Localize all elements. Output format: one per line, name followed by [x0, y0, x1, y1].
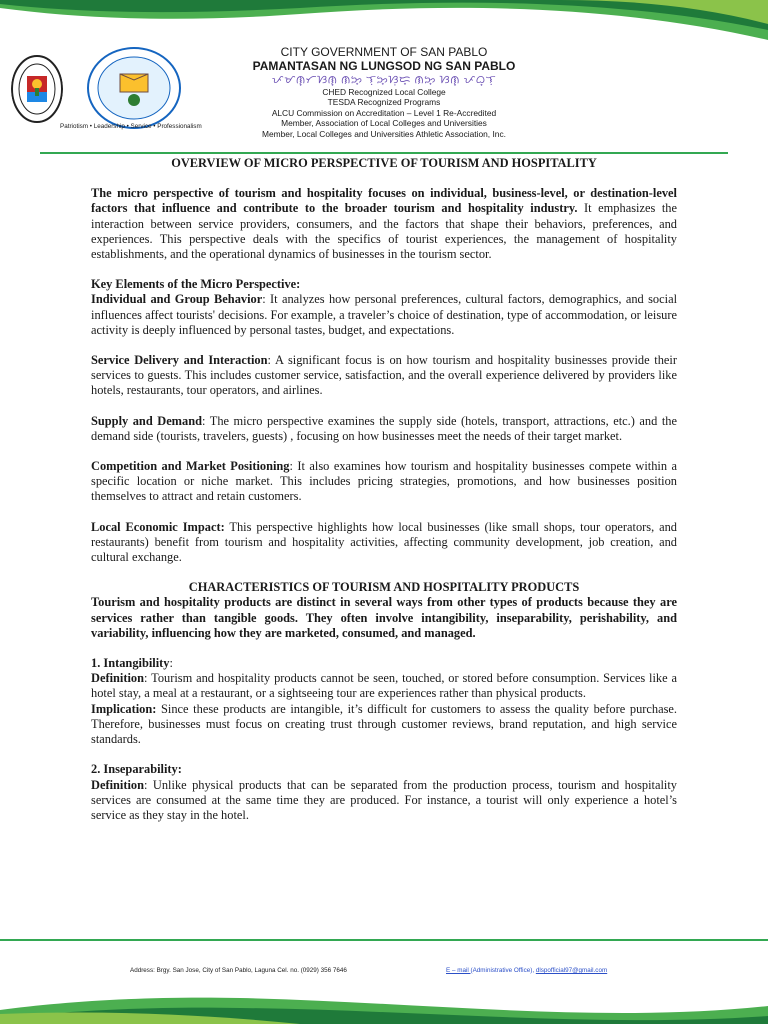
inseparability-heading: 2. Inseparability:: [91, 762, 182, 777]
city-seal-logo: [11, 54, 63, 124]
email-label-link[interactable]: E – mail: [446, 967, 471, 974]
document-title: OVERVIEW OF MICRO PERSPECTIVE OF TOURISM AND HOSPITALITY: [171, 156, 597, 170]
intro-paragraph: The micro perspective of tourism and hospitality focuses on individual, business-level, or destination-level factors that influence and contribute to the broader tourism and hospitality industry. It emphasizes the interaction between service providers, consumers, and the factors that shape their behaviors, preferences, and experiences. This perspective deals with the specifics of tourist experiences, the management of hospitality establishments, and the operational dynamics of businesses in the tourism sector.: [91, 186, 677, 262]
university-name: PAMANTASAN NG LUNGSOD NG SAN PABLO: [252, 59, 516, 73]
accreditation-line: CHED Recognized Local College: [322, 87, 446, 97]
key-elements-heading: Key Elements of the Micro Perspective:: [91, 277, 301, 292]
characteristics-intro: Tourism and hospitality products are distinct in several ways from other types of products because they are services rather than tangible goods. They often involve intangibility, inseparability, perishability, and variability, influencing how they are marketed, consumed, and managed.: [91, 595, 677, 640]
footer-email: E – mail (Administrative Office), dlspofficial97@gmail.com: [446, 967, 608, 974]
accreditation-line: Member, Local Colleges and Universities Athletic Association, Inc.: [262, 128, 506, 139]
email-address-link[interactable]: dlspofficial97@gmail.com: [535, 967, 608, 974]
inseparability-definition: Definition: Unlike physical products that can be separated from the production process, tourism and hospitality services are consumed at the same time they are produced. For instance, a tourist will only experience a hotel’s service as they stay in the hotel.: [91, 777, 677, 822]
characteristics-title: CHARACTERISTICS OF TOURISM AND HOSPITALITY PRODUCTS: [188, 580, 580, 595]
element-paragraph: Supply and Demand: The micro perspective examines the supply side (hotels, transport, attractions, etc.) and the demand side (tourists, travelers, guests) , focusing on how businesses meet the needs of their target market.: [91, 413, 677, 443]
footer-divider: [0, 939, 768, 941]
motto-text: Patriotism • Leadership • Service • Professionalism: [60, 123, 202, 130]
element-paragraph: Service Delivery and Interaction: A significant focus is on how tourism and hospitality businesses provide their services to guests. This includes customer service, satisfaction, and the overall experience delivered by providers like hotels, restaurants, tour operators, and airlines.: [91, 353, 677, 398]
header-divider: [40, 152, 728, 154]
element-paragraph: Individual and Group Behavior: It analyzes how personal preferences, cultural factors, demographics, and social influences affect tourists' decisions. For example, a traveler’s choice of destination, type of accommodation, or leisure activity is deeply influenced by personal tastes, budget, and expectations.: [91, 292, 678, 337]
university-seal-logo: [86, 46, 182, 130]
footer-address: Address: Brgy. San Jose, City of San Pablo, Laguna Cel. no. (0929) 356 7646: [130, 967, 347, 974]
city-government-line: CITY GOVERNMENT OF SAN PABLO: [280, 45, 488, 59]
intangibility-definition: Definition: Tourism and hospitality products cannot be seen, touched, or stored before consumption. Services like a hotel stay, a meal at a restaurant, or a sightseeing tour are experiences rather than physical products.: [91, 671, 677, 701]
intangibility-implication: Implication: Since these products are intangible, it’s difficult for customers to assess the quality before purchase. Therefore, businesses must focus on creating trust through customer reviews, brand reputation, and high service standards.: [91, 701, 677, 747]
baybayin-name: ᜉᜋᜈ᜔ᜆᜐᜈ᜔ ᜈᜅ᜔ ᜎᜓᜅ᜔ᜐᜓᜇ᜔ ᜈᜅ᜔ ᜐᜈ᜔ ᜉᜊ᜔ᜎᜓ: [271, 74, 497, 86]
accreditation-line: ALCU Commission on Accreditation – Level 1 Re-Accredited: [271, 107, 497, 118]
accreditation-line: TESDA Recognized Programs: [327, 97, 441, 108]
intangibility-heading: 1. Intangibility:: [91, 656, 173, 671]
document-body: [91, 156, 677, 823]
letterhead-text: [200, 46, 568, 139]
element-paragraph: Local Economic Impact: This perspective highlights how local businesses (like small shops, tour operators, and restaurants) benefit from tourism and hospitality activities, affecting community development, job creation, and cultural exchange.: [91, 519, 678, 565]
bottom-swoosh-decoration: [0, 984, 768, 1024]
element-paragraph: Competition and Market Positioning: It also examines how tourism and hospitality businesses compete within a specific location or niche market. This includes pricing strategies, promotions, and how businesses position themselves to attract and retain customers.: [91, 459, 677, 504]
accreditation-line: Member, Association of Local Colleges and Universities: [281, 118, 487, 129]
letterhead: [0, 0, 768, 152]
